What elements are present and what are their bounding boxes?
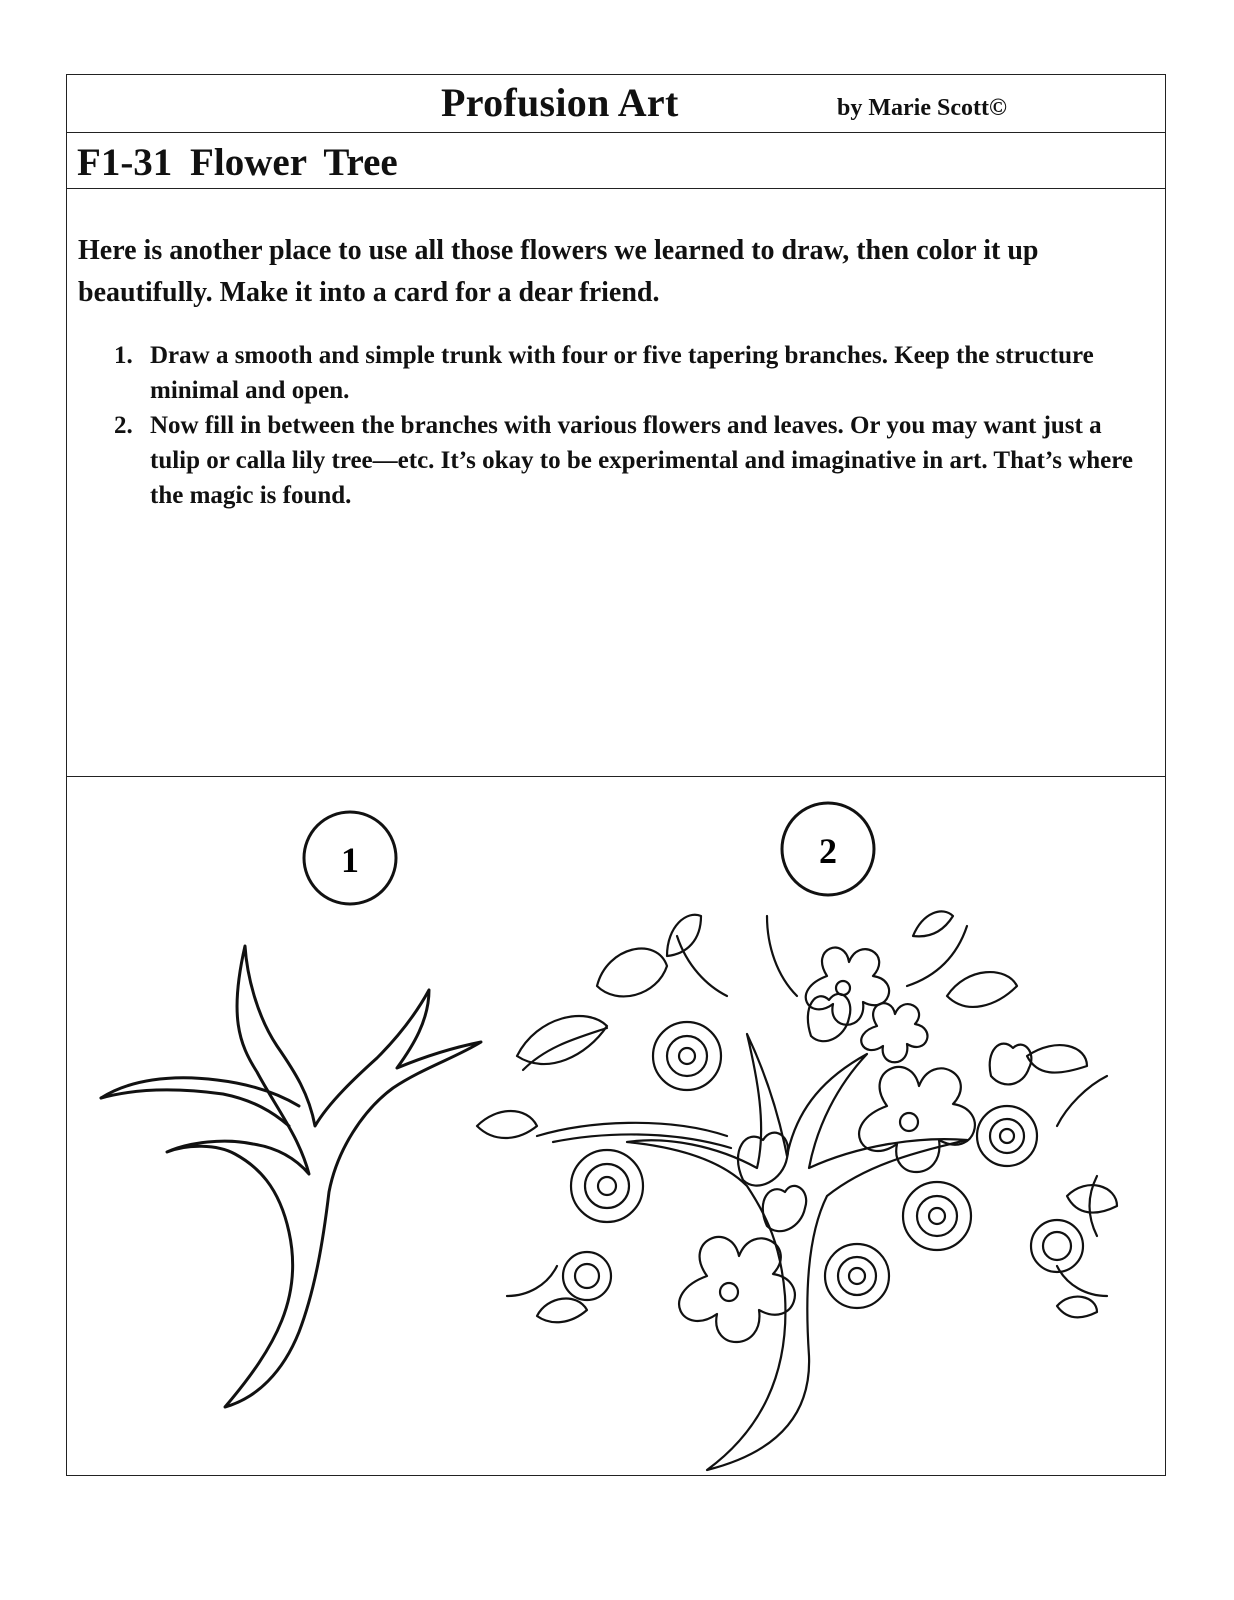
- page-title: Profusion Art: [441, 80, 679, 125]
- header-row: [67, 75, 1165, 133]
- lesson-title: F1-31 Flower Tree: [77, 141, 398, 184]
- instructions-section: [67, 188, 1165, 777]
- step-1-marker: [304, 812, 396, 904]
- lesson-title-row: [67, 132, 1165, 189]
- worksheet-frame: [66, 74, 1166, 1476]
- step-2-label: 2: [819, 831, 837, 871]
- leaves: [477, 911, 1117, 1322]
- step-item: [114, 338, 1144, 408]
- intro-paragraph: Here is another place to use all those flowers we learned to draw, then color it up beautifully. Make it into a card for a dear friend.: [78, 235, 1039, 308]
- flower-tree-icon: [477, 911, 1117, 1470]
- flower-cluster: [563, 1022, 1083, 1308]
- author-credit: by Marie Scott©: [837, 95, 1007, 121]
- step-text: Now fill in between the branches with various flowers and leaves. Or you may want just a tulip or calla lily tree—etc. It’s okay to be experimental and imaginative in art. That’s where the magic is found.: [150, 412, 1134, 509]
- step-2-marker: [782, 803, 874, 895]
- steps-list: [114, 338, 1144, 513]
- step-1-label: 1: [341, 840, 359, 880]
- illustrations-section: [67, 776, 1165, 1475]
- bare-tree-icon: [101, 946, 481, 1407]
- step-text: Draw a smooth and simple trunk with four or five tapering branches. Keep the structure minimal and open.: [150, 342, 1094, 404]
- illustrations-canvas: [67, 776, 1167, 1475]
- step-number: 2.: [114, 412, 133, 439]
- step-number: 1.: [114, 342, 133, 369]
- step-item: [114, 408, 1144, 513]
